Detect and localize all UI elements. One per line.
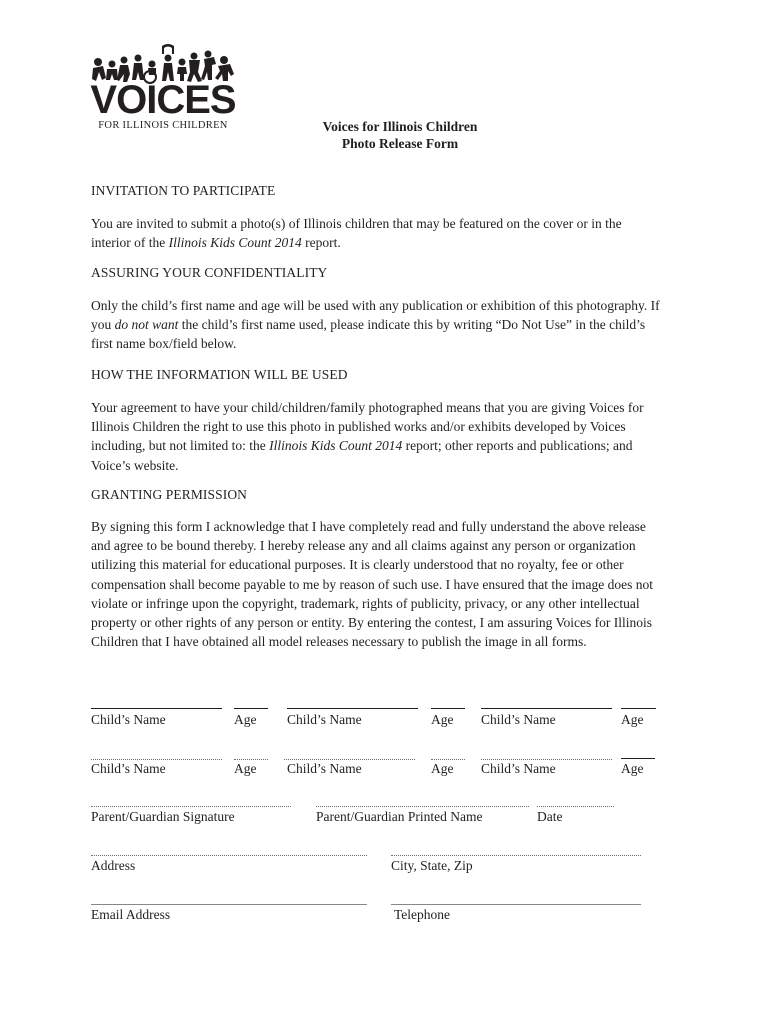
invitation-text-a: interior of the [91,235,169,251]
age-label: Age [234,712,257,727]
permission-line-3: utilizing this material for educational purposes. It is clearly understood that no royalty, fee or other [91,557,624,573]
city-state-zip-line[interactable] [391,855,641,856]
child-name-label: Child’s Name [481,712,556,727]
age-label: Age [621,712,644,727]
logo-wordmark: VOICES [90,78,236,122]
paragraph-invitation [91,214,691,252]
confidentiality-line-2 [91,315,691,334]
printed-name-line[interactable] [316,806,529,807]
age-line[interactable] [431,708,465,709]
permission-line-6: property or other rights of any person or entity. By entering the contest, I am assuring Voices for Illinois [91,615,653,631]
child-name-label: Child’s Name [481,761,556,776]
age-label: Age [234,761,257,776]
email-label: Email Address [91,907,171,922]
usage-line-4: Voice’s website. [91,457,179,473]
confidentiality-text-a: you [91,317,115,333]
age-line[interactable] [431,759,465,760]
permission-line-5: violate or infringe upon the copyright, trademark, rights of publicity, privacy, or any other intellectual [91,595,640,611]
invitation-line-2 [91,233,691,252]
paragraph-usage [91,398,691,475]
date-line[interactable] [537,806,614,807]
org-title: Voices for Illinois Children [322,119,478,134]
report-title: Illinois Kids Count 2014 [269,438,403,454]
usage-text-a: including, but not limited to: the [91,438,270,454]
paragraph-permission [91,517,691,651]
permission-line-2: and agree to be bound thereby. I hereby release any and all claims against any person or organization [91,538,636,554]
email-line[interactable] [91,904,367,905]
heading-usage: HOW THE INFORMATION WILL BE USED [91,367,348,382]
age-line[interactable] [621,708,656,709]
signature-line[interactable] [91,806,291,807]
signature-label: Parent/Guardian Signature [91,809,235,824]
age-line[interactable] [234,708,268,709]
usage-line-2: Illinois Children the right to use this photo in published works and/or exhibits developed by Voices [91,419,626,435]
child-name-label: Child’s Name [91,761,166,776]
heading-confidentiality: ASSURING YOUR CONFIDENTIALITY [91,265,328,280]
child-name-line[interactable] [481,708,612,709]
confidentiality-text-b: the child’s first name used, please indicate this by writing “Do Not Use” in the child’s [178,317,646,333]
permission-line-7: Children that I have obtained all model releases necessary to publish the image in all forms. [91,634,587,650]
report-title: Illinois Kids Count 2014 [168,235,302,251]
usage-text-b: report; other reports and publications; and [402,438,633,454]
child-name-line[interactable] [287,708,418,709]
age-line[interactable] [621,758,655,759]
child-name-label: Child’s Name [287,761,362,776]
heading-invitation: INVITATION TO PARTICIPATE [91,183,276,198]
city-state-zip-label: City, State, Zip [391,858,473,873]
confidentiality-line-1: Only the child’s first name and age will be used with any publication or exhibition of this photography. If [91,298,660,313]
age-label: Age [621,761,644,776]
child-name-label: Child’s Name [287,712,362,727]
address-line[interactable] [91,855,367,856]
address-label: Address [91,858,136,873]
invitation-line-1: You are invited to submit a photo(s) of Illinois children that may be featured on the cover or in the [91,216,622,231]
child-name-line[interactable] [91,708,222,709]
logo-subtitle: FOR ILLINOIS CHILDREN [98,120,228,131]
telephone-line[interactable] [391,904,641,905]
voices-logo [88,44,238,134]
child-name-line[interactable] [481,759,612,760]
usage-line-3 [91,436,691,455]
confidentiality-line-3: first name box/field below. [91,336,237,352]
usage-line-1: Your agreement to have your child/children/family photographed means that you are giving Voices for [91,400,644,415]
invitation-text-b: report. [301,235,341,251]
child-name-label: Child’s Name [91,712,166,727]
telephone-label: Telephone [394,907,451,922]
age-label: Age [431,761,454,776]
permission-line-4: compensation shall become payable to me by reason of such use. I have ensured that the image does not [91,576,653,592]
child-name-line[interactable] [91,759,222,760]
child-name-line[interactable] [284,759,415,760]
do-not-want-text: do not want [114,317,179,333]
date-label: Date [537,809,563,824]
printed-name-label: Parent/Guardian Printed Name [316,809,483,824]
form-title: Photo Release Form [341,136,459,151]
heading-permission: GRANTING PERMISSION [91,487,248,502]
age-line[interactable] [234,759,268,760]
paragraph-confidentiality [91,296,691,354]
permission-line-1: By signing this form I acknowledge that I have completely read and fully understand the above release [91,519,646,534]
age-label: Age [431,712,454,727]
